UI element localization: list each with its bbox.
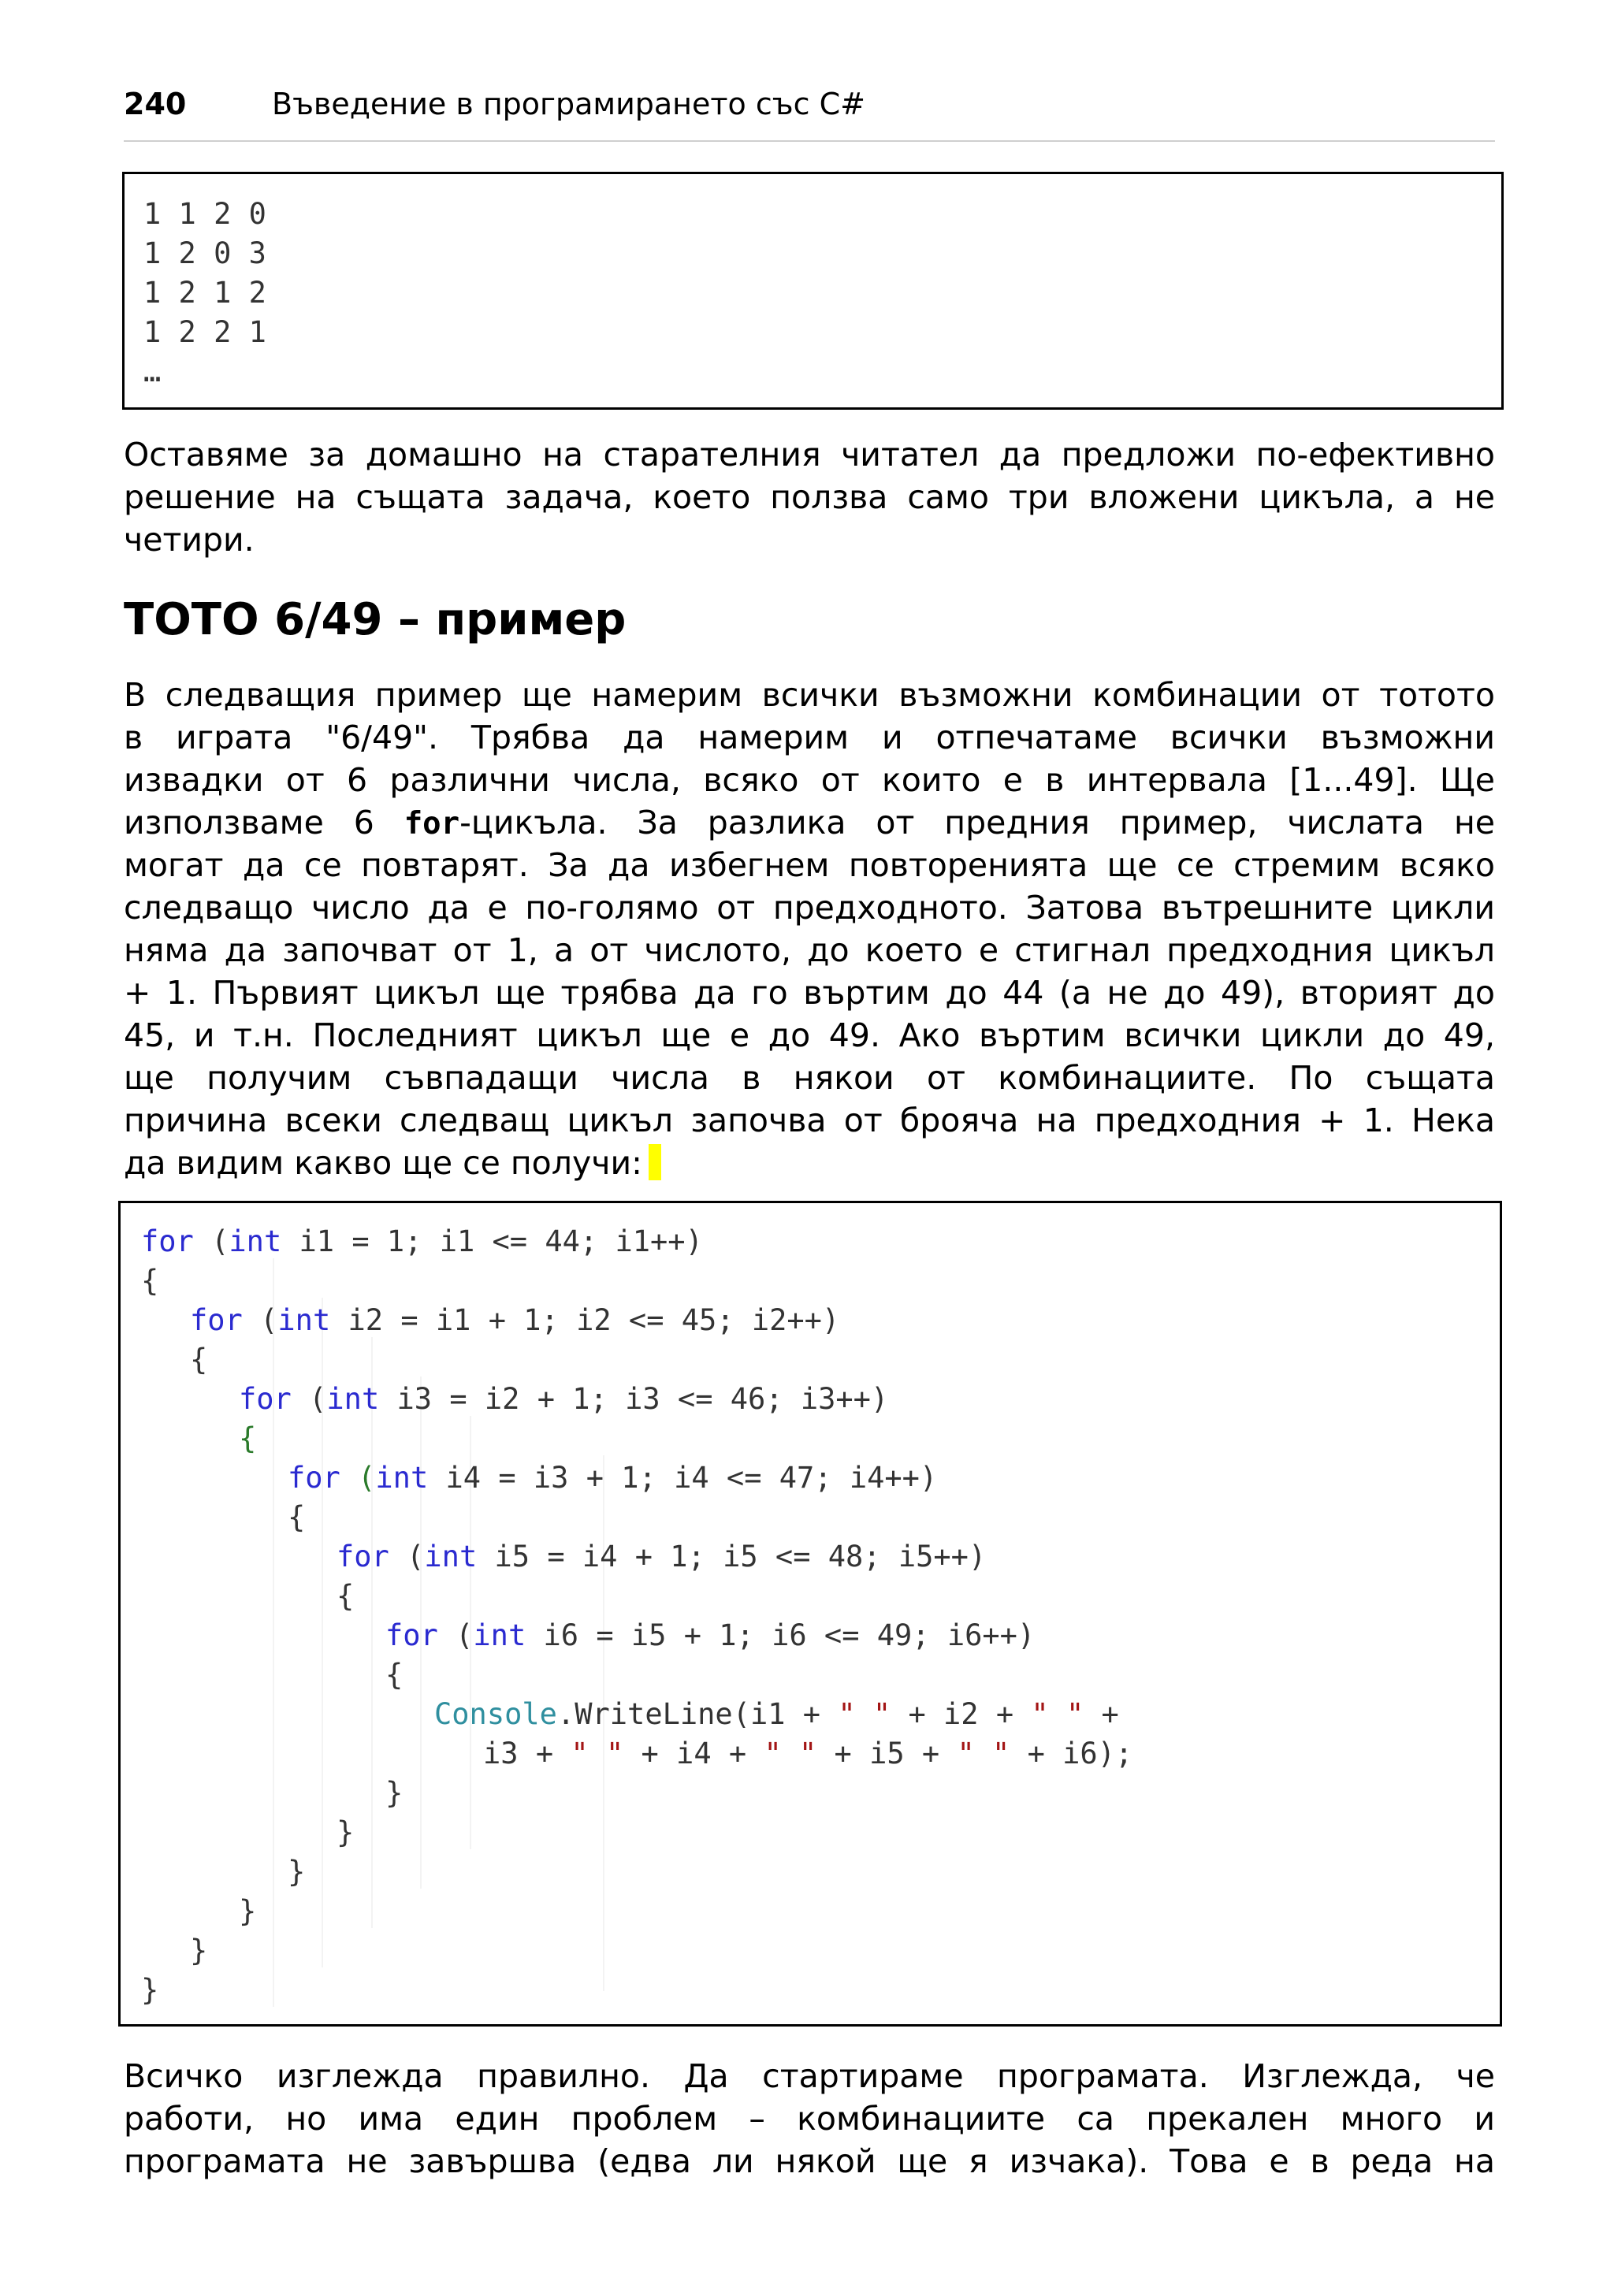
code-token: ( <box>309 1382 327 1416</box>
string-literal: " " <box>957 1737 1010 1770</box>
paragraph-line: програмата не завършва (едва ли някой ще я изчака). Това е в реда на <box>124 2142 1495 2180</box>
code-line <box>141 1222 703 1261</box>
running-title: Въведение в програмирането със C# <box>272 87 865 121</box>
text-run: да видим какво ще се получи: <box>124 1144 642 1182</box>
keyword: for <box>239 1382 292 1416</box>
code-line: } <box>288 1855 306 1889</box>
code-line <box>337 1537 986 1577</box>
code-line: { <box>141 1264 159 1298</box>
text-run: -цикъла. За разлика от предния пример, числата не <box>459 804 1495 841</box>
code-token: + <box>1084 1697 1119 1731</box>
text-run: използваме 6 <box>124 804 404 841</box>
paragraph-line <box>124 801 1495 845</box>
code-token: .WriteLine(i1 + <box>556 1697 839 1731</box>
inline-code: for <box>404 806 460 841</box>
paragraph-line: решение на същата задача, което ползва само три вложени цикъла, а не <box>124 478 1495 516</box>
output-box <box>122 172 1504 410</box>
code-line: } <box>337 1815 355 1849</box>
code-token: ( <box>456 1618 474 1652</box>
output-line: 1 2 2 1 <box>143 315 266 349</box>
code-line <box>288 1458 937 1498</box>
paragraph-line: четири. <box>124 521 255 559</box>
paragraph-line: причина всеки следващ цикъл започва от брояча на предходния + 1. Нека <box>124 1102 1495 1139</box>
code-line <box>190 1301 839 1340</box>
code-token: + i2 + <box>891 1697 1032 1731</box>
code-token: ( <box>407 1540 425 1573</box>
code-token: + i4 + <box>623 1737 764 1770</box>
code-line: } <box>190 1934 208 1967</box>
code-line: { <box>385 1658 404 1692</box>
string-literal: " " <box>1031 1697 1084 1731</box>
code-token: ( <box>211 1224 229 1258</box>
code-line: { <box>190 1343 208 1376</box>
keyword: int <box>424 1540 478 1573</box>
paragraph-line: + 1. Първият цикъл ще трябва да го въртим до 44 (а не до 49), вторият до <box>124 974 1495 1012</box>
code-token: i4 = i3 + 1; i4 <= 47; i4++) <box>445 1461 938 1495</box>
string-literal: " " <box>571 1737 624 1770</box>
paragraph-line: В следващия пример ще намерим всички възможни комбинации от тотото <box>124 676 1495 714</box>
output-line: 1 1 2 0 <box>143 197 266 231</box>
keyword: int <box>473 1618 526 1652</box>
paragraph-line: работи, но има един проблем – комбинациите са прекален много и <box>124 2100 1495 2138</box>
code-line: { <box>288 1500 306 1534</box>
code-line: { <box>337 1579 355 1613</box>
code-line: { <box>239 1421 257 1455</box>
paragraph-line: ще получим съвпадащи числа в някои от комбинациите. По същата <box>124 1059 1495 1097</box>
keyword: for <box>190 1303 243 1337</box>
paragraph-line: Всичко изглежда правилно. Да стартираме програмата. Изглежда, че <box>124 2057 1495 2095</box>
code-line: } <box>239 1894 257 1928</box>
code-token: ( <box>358 1461 376 1495</box>
paragraph-line: 45, и т.н. Последният цикъл ще е до 49. Ако въртим всички цикли до 49, <box>124 1016 1495 1054</box>
keyword: for <box>385 1618 438 1652</box>
paragraph-line <box>124 1142 1495 1184</box>
code-token: i3 = i2 + 1; i3 <= 46; i3++) <box>396 1382 889 1416</box>
code-token: + i5 + <box>816 1737 958 1770</box>
code-line <box>385 1616 1035 1655</box>
keyword: for <box>337 1540 389 1573</box>
string-literal: " " <box>764 1737 817 1770</box>
section-title: ТОТО 6/49 – пример <box>124 594 627 645</box>
keyword: for <box>141 1224 194 1258</box>
code-line: } <box>141 1973 159 2007</box>
code-box <box>118 1201 1502 2027</box>
code-line: } <box>385 1776 404 1810</box>
code-token: i3 + <box>483 1737 571 1770</box>
code-line <box>239 1380 888 1419</box>
paragraph-line: няма да започват от 1, а от числото, до което е стигнал предходния цикъл <box>124 931 1495 969</box>
keyword: for <box>288 1461 340 1495</box>
keyword: int <box>375 1461 429 1495</box>
code-token: i1 = 1; i1 <= 44; i1++) <box>299 1224 703 1258</box>
keyword: int <box>229 1224 282 1258</box>
output-line: … <box>143 355 162 388</box>
code-token: + i6); <box>1010 1737 1133 1770</box>
paragraph-line: следващо число да е по-голямо от предходното. Затова вътрешните цикли <box>124 889 1495 927</box>
code-line <box>434 1695 1119 1734</box>
output-line: 1 2 0 3 <box>143 236 266 270</box>
type-name: Console <box>434 1697 557 1731</box>
page-number: 240 <box>124 87 187 121</box>
code-token: i5 = i4 + 1; i5 <= 48; i5++) <box>494 1540 987 1573</box>
paragraph-line: в играта "6/49". Трябва да намерим и отпечатаме всички възможни <box>124 719 1495 756</box>
code-token: ( <box>260 1303 278 1337</box>
indent-guide <box>273 1258 274 2007</box>
keyword: int <box>326 1382 380 1416</box>
keyword: int <box>277 1303 331 1337</box>
paragraph-line: Оставяме за домашно на старателния читател да предложи по-ефективно <box>124 436 1495 474</box>
paragraph-line: извадки от 6 различни числа, всяко от които е в интервала [1...49]. Ще <box>124 761 1495 799</box>
code-token: i6 = i5 + 1; i6 <= 49; i6++) <box>543 1618 1036 1652</box>
code-token: i2 = i1 + 1; i2 <= 45; i2++) <box>348 1303 840 1337</box>
output-line: 1 2 1 2 <box>143 276 266 310</box>
page-header <box>124 77 1495 142</box>
code-line <box>483 1734 1132 1774</box>
string-literal: " " <box>838 1697 891 1731</box>
text-cursor-highlight <box>649 1144 661 1180</box>
indent-guide <box>371 1337 373 1928</box>
paragraph-line: могат да се повтарят. За да избегнем повторенията ще се стремим всяко <box>124 846 1495 884</box>
